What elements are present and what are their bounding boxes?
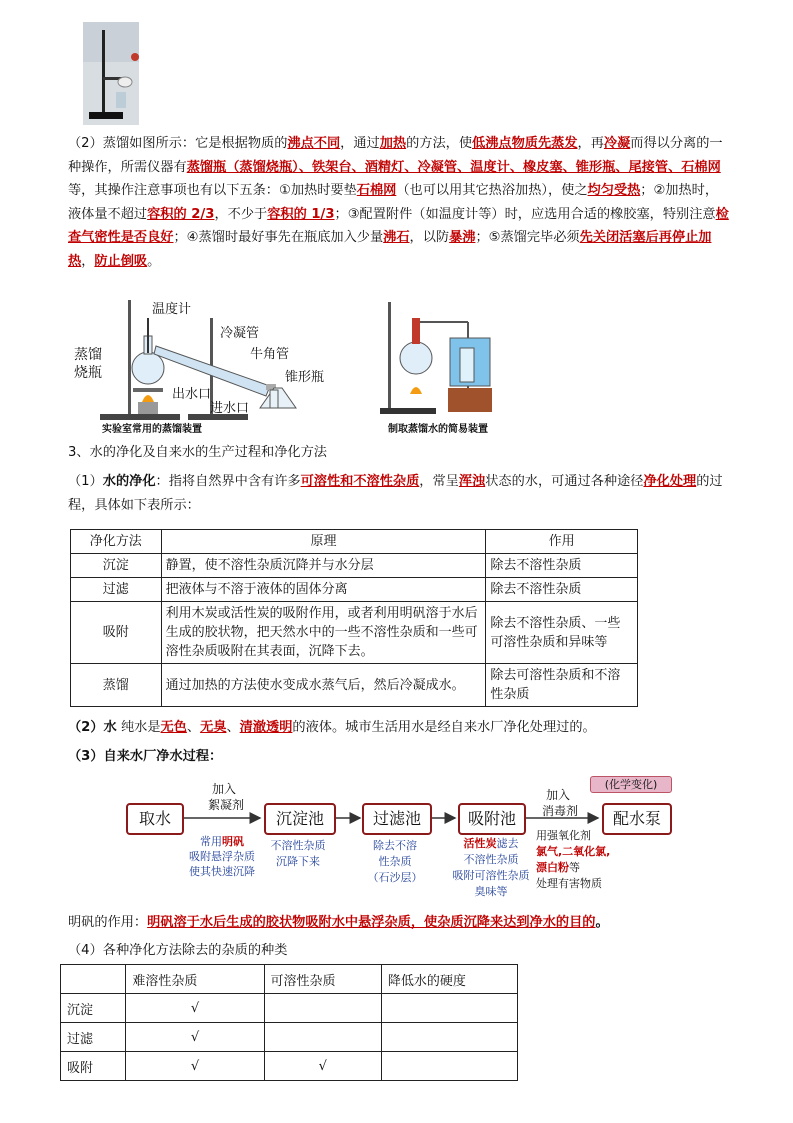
purification-methods-table: [70, 529, 638, 707]
table-header: 净化方法: [71, 530, 162, 554]
waterworks-title: （3）自来水厂净水过程：: [68, 749, 223, 764]
flask-label: 蒸馏: [74, 347, 102, 363]
table-cell: 沉淀: [61, 994, 126, 1023]
iron-stand-photo: [83, 22, 139, 125]
figure-caption-2: 制取蒸馏水的简易装置: [388, 424, 488, 435]
alum-role-line: 明矾的作用：明矾溶于水后生成的胶状物吸附水中悬浮杂质，使杂质沉降来达到净水的目的。: [68, 915, 609, 930]
table-cell: [264, 1023, 381, 1052]
table-cell: [381, 1023, 517, 1052]
chemical-change-badge: (化学变化): [590, 776, 672, 793]
pure-water-line: （2）水 纯水是无色、无臭、清澈透明的液体。城市生活用水是经自来水厂净化处理过的。: [68, 720, 596, 735]
table-cell: 蒸馏: [71, 664, 162, 707]
note-sand: （石沙层）: [367, 871, 423, 884]
water-in-label: 进水口: [210, 401, 250, 416]
step-intake: 取水: [126, 803, 184, 835]
note-settle: 使其快速沉降: [189, 865, 255, 878]
table-cell: [381, 994, 517, 1023]
water-out-label: 出水口: [172, 387, 212, 402]
table-cell: 除去不溶性杂质、一些可溶性杂质和异味等: [486, 602, 638, 664]
flask-label-2: 烧瓶: [74, 365, 102, 381]
table-cell: 除去不溶性杂质: [486, 578, 638, 602]
table-cell: 过滤: [61, 1023, 126, 1052]
disinfectant-label: 消毒剂: [541, 804, 578, 818]
table-cell: [264, 994, 381, 1023]
adapter-label: 牛角管: [250, 347, 290, 362]
add-label: 加入: [211, 782, 236, 796]
table-cell: 利用木炭或活性炭的吸附作用，或者利用明矾溶于水后生成的胶状物，把天然水中的一些不溶性杂质和一些可溶性杂质吸附在其表面，沉降下去。: [161, 602, 486, 664]
note-oxidant: 用强氧化剂: [536, 829, 591, 842]
table-cell: 吸附: [71, 602, 162, 664]
note-chlorine: 氯气,二氧化氯,: [536, 845, 611, 858]
table-cell: 静置，使不溶性杂质沉降并与水分层: [161, 554, 486, 578]
erlenmeyer-label: 锥形瓶: [285, 370, 325, 385]
step-filter-tank: 过滤池: [362, 803, 432, 835]
table-cell: 通过加热的方法使水变成水蒸气后，然后冷凝成水。: [161, 664, 486, 707]
note-charcoal: 活性炭滤去: [463, 837, 519, 850]
note-settle-down: 沉降下来: [276, 855, 320, 868]
note-odor: 臭味等: [474, 885, 508, 898]
table-header: 原理: [161, 530, 486, 554]
water-purification-paragraph: （1）水的净化：指将自然界中含有许多可溶性和不溶性杂质，常呈浑浊状态的水，可通过各种途径净化处理的过程，具体如下表所示：: [68, 474, 723, 513]
table-cell: 把液体与不溶于液体的固体分离: [161, 578, 486, 602]
thermometer-label: 温度计: [152, 302, 192, 317]
note-impurity: 性杂质: [378, 855, 412, 868]
add-label-2: 加入: [545, 788, 570, 802]
simple-distillation-figure: [380, 298, 500, 433]
table-cell: [381, 1052, 517, 1081]
table-cell: √: [264, 1052, 381, 1081]
step-distribution-pump: 配水泵: [602, 803, 672, 835]
distillation-paragraph: （2）蒸馏如图所示：它是根据物质的沸点不同，通过加热的方法，使低沸点物质先蒸发，再冷凝而得以分离的一种操作，所需仪器有蒸馏瓶（蒸馏烧瓶）、铁架台、酒精灯、冷凝管、温度计、橡皮塞、锥形瓶、尾接管、石棉网等，其操作注意事项也有以下五条：①加热时要垫石棉网（也可以用其它热浴加热），使之均匀受热；②加热时，液体量不超过容积的 2/3，不少于容积的 1/3；③配置附件（如温度计等）时，应选用合适的橡胶塞，特别注意检查气密性是否良好；④蒸馏时最好事先在瓶底加入少量沸石，以防暴沸；⑤蒸馏完毕必须先关闭活塞后再停止加热，防止倒吸。: [68, 136, 729, 269]
step-adsorption-tank: 吸附池: [458, 803, 526, 835]
note-soluble: 吸附可溶性杂质: [452, 869, 530, 882]
section-4-title: （4）各种净化方法除去的杂质的种类: [68, 943, 288, 958]
distillation-apparatus-figure: [70, 298, 340, 433]
note-adsorb: 吸附悬浮杂质: [189, 850, 255, 863]
table-header: 难溶性杂质: [126, 965, 264, 994]
table-cell: √: [126, 994, 264, 1023]
flocculant-label: 絮凝剂: [207, 798, 244, 812]
table-header: 作用: [486, 530, 638, 554]
table-cell: 除去可溶性杂质和不溶性杂质: [486, 664, 638, 707]
waterworks-flow-diagram: [120, 774, 680, 904]
note-bleach: 漂白粉等: [536, 861, 580, 874]
section-3-title: 3、水的净化及自来水的生产过程和净化方法: [68, 445, 327, 460]
note-remove: 除去不溶: [373, 839, 417, 852]
step-sedimentation-tank: 沉淀池: [264, 803, 336, 835]
note-alum: 常用明矾: [200, 835, 244, 848]
condenser-label: 冷凝管: [220, 326, 260, 341]
figure-caption: 实验室常用的蒸馏装置: [102, 424, 202, 435]
table-cell: 过滤: [71, 578, 162, 602]
table-cell: 沉淀: [71, 554, 162, 578]
impurity-types-table: [60, 964, 518, 1081]
note-harmful: 处理有害物质: [536, 877, 602, 890]
table-header: 降低水的硬度: [381, 965, 517, 994]
table-cell: 吸附: [61, 1052, 126, 1081]
table-cell: 除去不溶性杂质: [486, 554, 638, 578]
table-header: 可溶性杂质: [264, 965, 381, 994]
table-header: [61, 965, 126, 994]
table-cell: √: [126, 1052, 264, 1081]
table-cell: √: [126, 1023, 264, 1052]
note-insoluble-2: 不溶性杂质: [463, 853, 519, 866]
note-insoluble: 不溶性杂质: [270, 839, 326, 852]
